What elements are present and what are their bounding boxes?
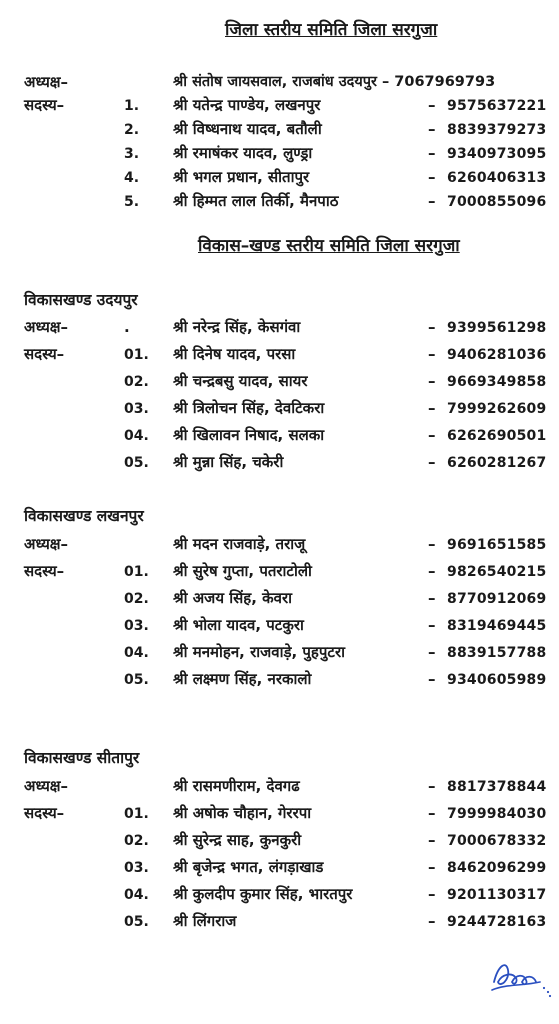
member-number: 01. [124,564,149,580]
member-phone: 7999984030 [447,806,547,822]
member-phone: 9201130317 [447,887,547,903]
block-member-label: सदस्य– [24,562,65,580]
member-number: 03. [124,860,149,876]
block-chair-phone: 9399561298 [447,320,547,336]
member-phone: 9244728163 [447,914,547,930]
member-name: श्री चन्द्रबसु यादव, सायर [173,372,308,390]
block-chair-phone: 9691651585 [447,537,547,553]
member-dash: – [428,345,436,363]
block-chair-dash: – [428,535,436,553]
member-dash: – [428,192,436,210]
block-chair-dot: . [124,318,130,336]
member-name: श्री कुलदीप कुमार सिंह, भारतपुर [173,885,353,903]
member-dash: – [428,399,436,417]
member-number: 04. [124,645,149,661]
member-dash: – [428,670,436,688]
block-heading-lakhanpur: विकासखण्ड लखनपुर [24,507,144,525]
member-number: 3. [124,146,140,162]
block-chair-phone: 8817378844 [447,779,547,795]
member-phone: 9340973095 [447,146,547,162]
block-chair-dash: – [428,777,436,795]
member-phone: 8839379273 [447,122,547,138]
member-name: श्री सुरेष गुप्ता, पतराटोली [173,562,312,580]
member-name: श्री भोला यादव, पटकुरा [173,616,304,634]
member-name: श्री सुरेन्द्र साह, कुनकुरी [173,831,302,849]
member-dash: – [428,426,436,444]
member-name: श्री अजय सिंह, केवरा [173,589,293,607]
member-number: 02. [124,833,149,849]
member-dash: – [428,643,436,661]
member-phone: 7000855096 [447,194,547,210]
member-dash: – [428,912,436,930]
member-number: 01. [124,806,149,822]
member-number: 5. [124,194,140,210]
member-phone: 7000678332 [447,833,547,849]
member-dash: – [428,858,436,876]
member-dash: – [428,831,436,849]
member-name: श्री भगल प्रधान, सीतापुर [173,168,310,186]
member-phone: 8319469445 [447,618,547,634]
block-chair-name: श्री मदन राजवाड़े, तराजू [173,535,306,553]
member-number: 1. [124,98,140,114]
member-name: श्री अषोक चौहान, गेररपा [173,804,312,822]
member-phone: 7999262609 [447,401,547,417]
member-name: श्री मुन्ना सिंह, चकेरी [173,453,284,471]
district-committee-title: जिला स्तरीय समिति जिला सरगुजा [225,20,438,40]
handwritten-signature [488,952,554,1000]
member-number: 03. [124,401,149,417]
member-name: श्री मनमोहन, राजवाड़े, पुहपुटरा [173,643,345,661]
member-number: 04. [124,428,149,444]
member-dash: – [428,96,436,114]
block-chair-dash: – [428,318,436,336]
member-number: 05. [124,672,149,688]
member-name: श्री हिम्मत लाल तिर्की, मैनपाठ [173,192,339,210]
member-number: 4. [124,170,140,186]
member-name: श्री बृजेन्द्र भगत, लंगड़ाखाड [173,858,324,876]
member-number: 05. [124,455,149,471]
block-member-label: सदस्य– [24,804,65,822]
member-dash: – [428,562,436,580]
member-dash: – [428,589,436,607]
member-number: 04. [124,887,149,903]
member-dash: – [428,144,436,162]
member-phone: 6262690501 [447,428,547,444]
member-number: 03. [124,618,149,634]
member-name: श्री यतेन्द्र पाण्डेय, लखनपुर [173,96,321,114]
block-chair-label: अध्यक्ष– [24,318,69,336]
member-phone: 6260281267 [447,455,547,471]
district-member-label: सदस्य– [24,96,65,114]
member-dash: – [428,120,436,138]
member-number: 02. [124,374,149,390]
member-phone: 8839157788 [447,645,547,661]
member-dash: – [428,616,436,634]
member-phone: 9406281036 [447,347,547,363]
member-number: 2. [124,122,140,138]
member-name: श्री लक्ष्मण सिंह, नरकालो [173,670,312,688]
member-phone: 9826540215 [447,564,547,580]
member-name: श्री दिनेष यादव, परसा [173,345,296,363]
member-dash: – [428,372,436,390]
district-chair-entry: श्री संतोष जायसवाल, राजबांध उदयपुर – 7067969793 [173,74,496,90]
member-dash: – [428,453,436,471]
member-dash: – [428,804,436,822]
member-name: श्री लिंगराज [173,912,237,930]
block-member-label: सदस्य– [24,345,65,363]
member-number: 02. [124,591,149,607]
member-phone: 9340605989 [447,672,547,688]
block-chair-name: श्री रासमणीराम, देवगढ [173,777,300,795]
member-number: 05. [124,914,149,930]
member-phone: 8770912069 [447,591,547,607]
member-phone: 8462096299 [447,860,547,876]
block-chair-label: अध्यक्ष– [24,777,69,795]
member-name: श्री विष्धनाथ यादव, बतौली [173,120,322,138]
member-dash: – [428,885,436,903]
member-name: श्री खिलावन निषाद, सलका [173,426,325,444]
block-heading-sitapur: विकासखण्ड सीतापुर [24,749,140,767]
district-chair-label: अध्यक्ष– [24,73,69,91]
member-phone: 6260406313 [447,170,547,186]
member-phone: 9669349858 [447,374,547,390]
member-name: श्री त्रिलोचन सिंह, देवटिकरा [173,399,325,417]
block-chair-label: अध्यक्ष– [24,535,69,553]
block-heading-udaipur: विकासखण्ड उदयपुर [24,291,138,309]
block-chair-name: श्री नरेन्द्र सिंह, केसगंवा [173,318,301,336]
member-name: श्री रमाषंकर यादव, लुण्ड्रा [173,144,313,162]
member-number: 01. [124,347,149,363]
block-committee-title: विकास–खण्ड स्तरीय समिति जिला सरगुजा [198,236,460,256]
member-phone: 9575637221 [447,98,547,114]
member-dash: – [428,168,436,186]
